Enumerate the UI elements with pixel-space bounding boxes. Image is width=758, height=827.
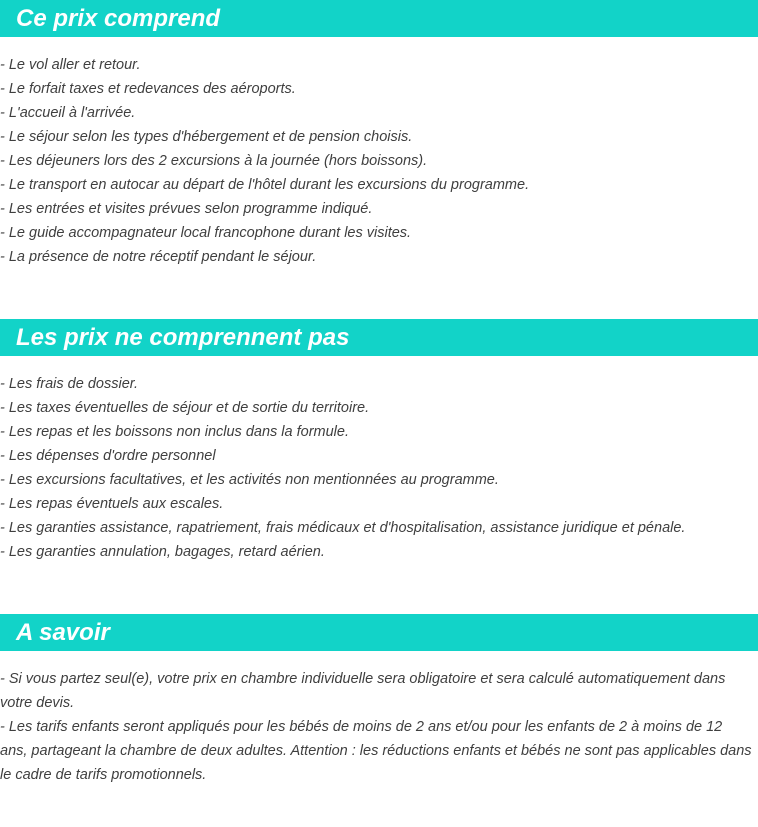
- list-item: - Les garanties annulation, bagages, retard aérien.: [0, 544, 325, 560]
- section-header-not-included: Les prix ne comprennent pas: [0, 319, 758, 356]
- list-item: - Les taxes éventuelles de séjour et de sortie du territoire.: [0, 400, 370, 416]
- list-item: - Le vol aller et retour.: [0, 57, 141, 73]
- list-item: - Les frais de dossier.: [0, 376, 139, 392]
- list-item: - Le guide accompagnateur local francophone durant les visites.: [0, 225, 412, 241]
- list-item: - Le transport en autocar au départ de l'hôtel durant les excursions du programme.: [0, 177, 530, 193]
- to-know-block: [0, 667, 752, 787]
- included-list: [0, 53, 529, 269]
- list-item: - Le séjour selon les types d'hébergement et de pension choisis.: [0, 129, 413, 145]
- list-item: - L'accueil à l'arrivée.: [0, 105, 136, 121]
- list-item: - Les garanties assistance, rapatriement, frais médicaux et d'hospitalisation, assistance juridique et pénale.: [0, 520, 686, 536]
- list-item: - Les entrées et visites prévues selon programme indiqué.: [0, 201, 373, 217]
- info-paragraph: - Si vous partez seul(e), votre prix en chambre individuelle sera obligatoire et sera calculé automatiquement dans votre devis.: [0, 671, 726, 711]
- list-item: - Les dépenses d'ordre personnel: [0, 448, 216, 464]
- info-paragraph: - Les tarifs enfants seront appliqués pour les bébés de moins de 2 ans et/ou pour les enfants de 2 à moins de 12 ans, partageant la chambre de deux adultes. Attention : les réductions enfants et bébés ne sont pas applicables dans le cadre de tarifs promotionnels.: [0, 719, 752, 783]
- section-header-included: Ce prix comprend: [0, 0, 758, 37]
- not-included-list: [0, 372, 685, 564]
- list-item: - Les excursions facultatives, et les activités non mentionnées au programme.: [0, 472, 499, 488]
- list-item: - Les déjeuners lors des 2 excursions à la journée (hors boissons).: [0, 153, 428, 169]
- list-item: - La présence de notre réceptif pendant le séjour.: [0, 249, 317, 265]
- list-item: - Les repas éventuels aux escales.: [0, 496, 224, 512]
- list-item: - Les repas et les boissons non inclus dans la formule.: [0, 424, 349, 440]
- section-header-to-know: A savoir: [0, 614, 758, 651]
- list-item: - Le forfait taxes et redevances des aéroports.: [0, 81, 296, 97]
